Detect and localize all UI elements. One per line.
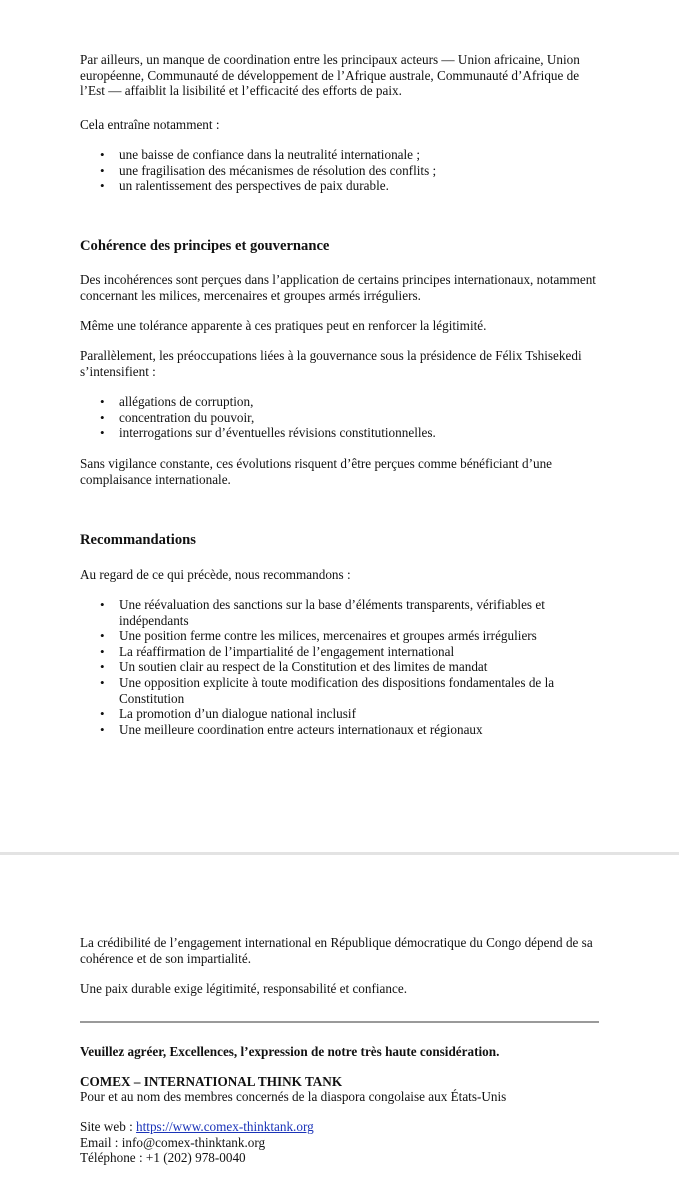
section-heading-coherence: Cohérence des principes et gouvernance [80, 238, 330, 254]
coherence-paragraph-4: Sans vigilance constante, ces évolutions risquent d’être perçues comme bénéficiant d’une complaisance internationale. [80, 456, 553, 487]
list-item: • Un soutien clair au respect de la Constitution et des limites de mandat [80, 659, 580, 675]
list-item: • Une réévaluation des sanctions sur la base d’éléments transparents, vérifiables et indépendants [80, 597, 580, 628]
list-item: • concentration du pouvoir, [80, 410, 600, 426]
website-line [80, 1119, 600, 1135]
consequences-list [80, 147, 600, 194]
governance-concerns-list [80, 394, 600, 441]
email-line: Email : info@comex-thinktank.org [80, 1134, 266, 1150]
list-item: • interrogations sur d’éventuelles révisions constitutionnelles. [80, 425, 600, 441]
list-item: • Une meilleure coordination entre acteurs internationaux et régionaux [80, 722, 580, 738]
coherence-paragraph-3: Parallèlement, les préoccupations liées à la gouvernance sous la présidence de Félix Tshisekedi s’intensifient : [80, 348, 582, 379]
list-item: • une baisse de confiance dans la neutralité internationale ; [80, 147, 600, 163]
list-item: • La promotion d’un dialogue national inclusif [80, 706, 580, 722]
closing-salutation: Veuillez agréer, Excellences, l’expression de notre très haute considération. [80, 1044, 500, 1059]
consequences-lead: Cela entraîne notamment : [80, 117, 220, 132]
list-item: • Une opposition explicite à toute modification des dispositions fondamentales de la Constitution [80, 675, 580, 706]
phone-line: Téléphone : +1 (202) 978-0040 [80, 1150, 246, 1166]
website-link[interactable]: https://www.comex-thinktank.org [136, 1119, 314, 1134]
section-heading-recommendations: Recommandations [80, 532, 196, 548]
list-item: • Une position ferme contre les milices, mercenaires et groupes armés irréguliers [80, 628, 580, 644]
website-label: Site web : [80, 1119, 137, 1134]
intro-paragraph: Par ailleurs, un manque de coordination entre les principaux acteurs — Union africaine, Union européenne, Communauté de développement de l’Afrique australe, Communauté d’Afrique de l’Est — affaiblit la lisibilité et l’efficacité des efforts de paix. [80, 52, 580, 99]
list-item: • un ralentissement des perspectives de paix durable. [80, 178, 600, 194]
organization-name: COMEX – INTERNATIONAL THINK TANK [80, 1074, 343, 1089]
document-page-2 [0, 855, 679, 1200]
coherence-paragraph-1: Des incohérences sont perçues dans l’application de certains principes internationaux, notamment concernant les milices, mercenaires et groupes armés irréguliers. [80, 272, 596, 303]
list-item: • une fragilisation des mécanismes de résolution des conflits ; [80, 163, 600, 179]
horizontal-rule [80, 1021, 599, 1023]
list-item: • La réaffirmation de l’impartialité de l’engagement international [80, 644, 580, 660]
coherence-paragraph-2: Même une tolérance apparente à ces pratiques peut en renforcer la légitimité. [80, 318, 487, 333]
recommendations-lead: Au regard de ce qui précède, nous recommandons : [80, 567, 351, 582]
conclusion-paragraph-1: La crédibilité de l’engagement international en République démocratique du Congo dépend de sa cohérence et de son impartialité. [80, 935, 593, 966]
list-item: • allégations de corruption, [80, 394, 600, 410]
organization-subtitle: Pour et au nom des membres concernés de la diaspora congolaise aux États-Unis [80, 1089, 507, 1104]
recommendations-list [80, 597, 580, 737]
contact-block [80, 1119, 600, 1166]
conclusion-paragraph-2: Une paix durable exige légitimité, responsabilité et confiance. [80, 981, 408, 996]
